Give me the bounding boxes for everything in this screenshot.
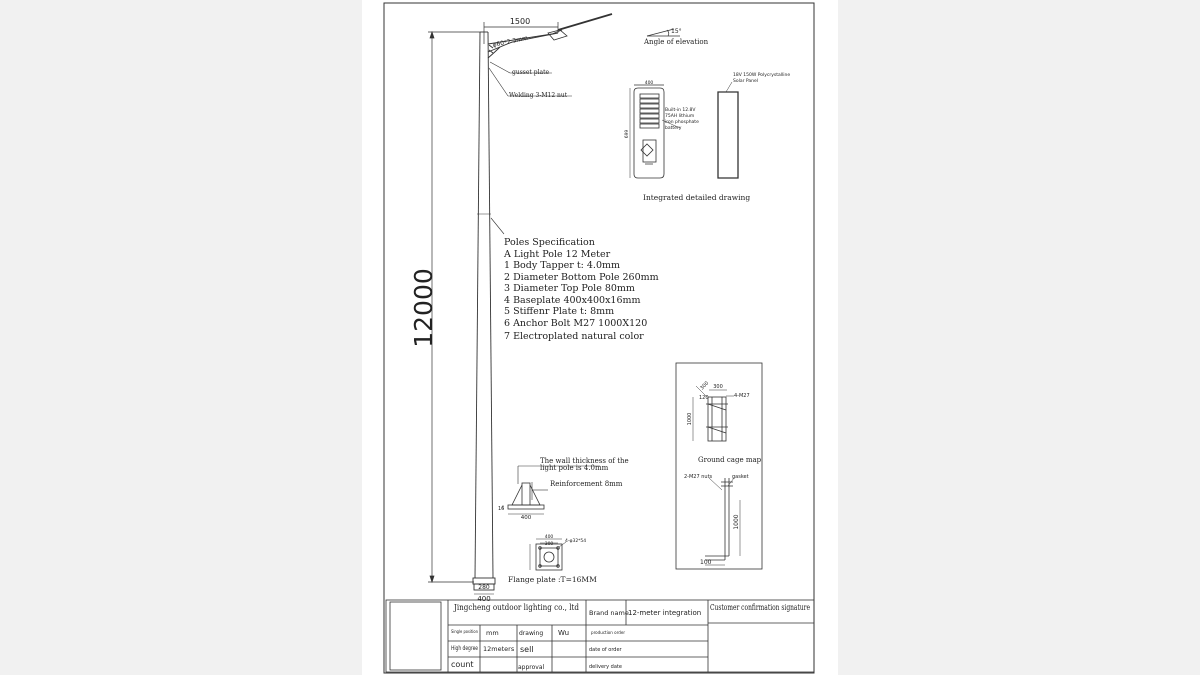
nuts-label: 2-M27 nuts: [684, 474, 713, 480]
cage-dim-300a: 300: [699, 380, 711, 392]
production-order-label: production order: [591, 631, 629, 636]
battery-text-4: battery: [665, 126, 682, 131]
flange-top-dim-1: 400: [544, 535, 554, 540]
brand-name-label: Brand name: [589, 609, 629, 617]
sell-label: sell: [520, 645, 534, 654]
flange-side-view: [503, 466, 600, 514]
pole-height-label: 12000: [409, 268, 438, 348]
delivery-date-label: delivery date: [589, 664, 622, 670]
flange-note-2: light pole is 4.0mm: [540, 464, 609, 472]
reinforcement-label: Reinforcement 8mm: [550, 480, 623, 488]
plate-thickness-label: 16: [498, 506, 505, 512]
arm-length-label: 1500: [509, 17, 531, 26]
hole-spec-label: 4-φ32*54: [565, 539, 587, 544]
bolt-dim-100: 100: [700, 559, 712, 566]
poles-specification: [503, 237, 659, 342]
high-degree-value: 12meters: [483, 645, 515, 653]
company-line: Jingcheng outdoor lighting co., ltd: [453, 603, 580, 613]
battery-text-1: Built-in 12.8V: [665, 108, 696, 113]
spec-line-7: 6 Anchor Bolt M27 1000X120: [504, 318, 648, 329]
base-width-label: 400: [477, 595, 491, 603]
pole-leaders: [489, 62, 572, 234]
spec-title: Poles Specification: [504, 237, 595, 248]
gusset-label: gusset plate: [512, 69, 550, 76]
drawing-value: Wu: [558, 629, 570, 637]
spec-line-8: 7 Electroplated natural color: [504, 331, 644, 342]
date-of-order-label: date of order: [589, 647, 622, 653]
panel-text-2: Solar Panel: [733, 79, 759, 84]
brand-name-value: 12-meter integration: [628, 609, 702, 617]
single-position-label: Single position: [451, 630, 485, 635]
luminaire-height: 699: [625, 129, 630, 139]
spec-line-3: 2 Diameter Bottom Pole 260mm: [504, 272, 659, 283]
cage-dim-1000: 1000: [687, 412, 693, 426]
battery-text-2: 75AH lithium: [665, 114, 695, 119]
single-position-value: mm: [486, 629, 499, 637]
bolt-dim-1000: 1000: [733, 514, 740, 530]
spec-line-5: 4 Baseplate 400x400x16mm: [504, 295, 641, 306]
drawing-sheet: [362, 0, 838, 675]
cage-dim-120: 120: [699, 395, 709, 401]
angle-value: 15°: [671, 28, 682, 35]
cage-dim-300b: 300: [713, 384, 723, 390]
spec-line-6: 5 Stiffenr Plate t: 8mm: [504, 306, 615, 317]
flange-caption: Flange plate :T=16MM: [508, 575, 597, 584]
spec-line-2: 1 Body Tapper t: 4.0mm: [504, 260, 621, 271]
spec-line-1: A Light Pole 12 Meter: [504, 249, 611, 260]
approval-label: approval: [518, 664, 545, 671]
base-small-label: 280: [478, 584, 490, 591]
angle-label: Angle of elevation: [644, 38, 709, 46]
spec-line-4: 3 Diameter Top Pole 80mm: [504, 283, 635, 294]
luminaire-caption: Integrated detailed drawing: [643, 193, 751, 202]
luminaire-width: 400: [644, 81, 654, 86]
cage-caption: Ground cage map: [698, 456, 762, 464]
high-degree-label: High degree: [451, 645, 479, 652]
arm-spec-label: φ60*2.3mm: [491, 34, 529, 49]
washer-label: gasket: [732, 474, 749, 480]
customer-label: Customer confirmation signature: [710, 603, 811, 612]
drawing-label: drawing: [519, 630, 544, 637]
cage-bolt-spec: 4-M27: [734, 393, 750, 399]
drawing-canvas: [362, 0, 838, 675]
count-label: count: [451, 660, 474, 669]
panel-text-1: 18V 150W Polycrystalline: [733, 73, 791, 78]
luminaire-drawing: [630, 82, 738, 178]
welding-label: Welding 3-M12 nut: [509, 92, 568, 99]
plate-width-label: 400: [520, 515, 532, 521]
flange-note-1: The wall thickness of the: [540, 457, 629, 465]
battery-text-3: iron phosphate: [665, 120, 699, 125]
flange-top-dim-2: 300: [544, 542, 554, 547]
